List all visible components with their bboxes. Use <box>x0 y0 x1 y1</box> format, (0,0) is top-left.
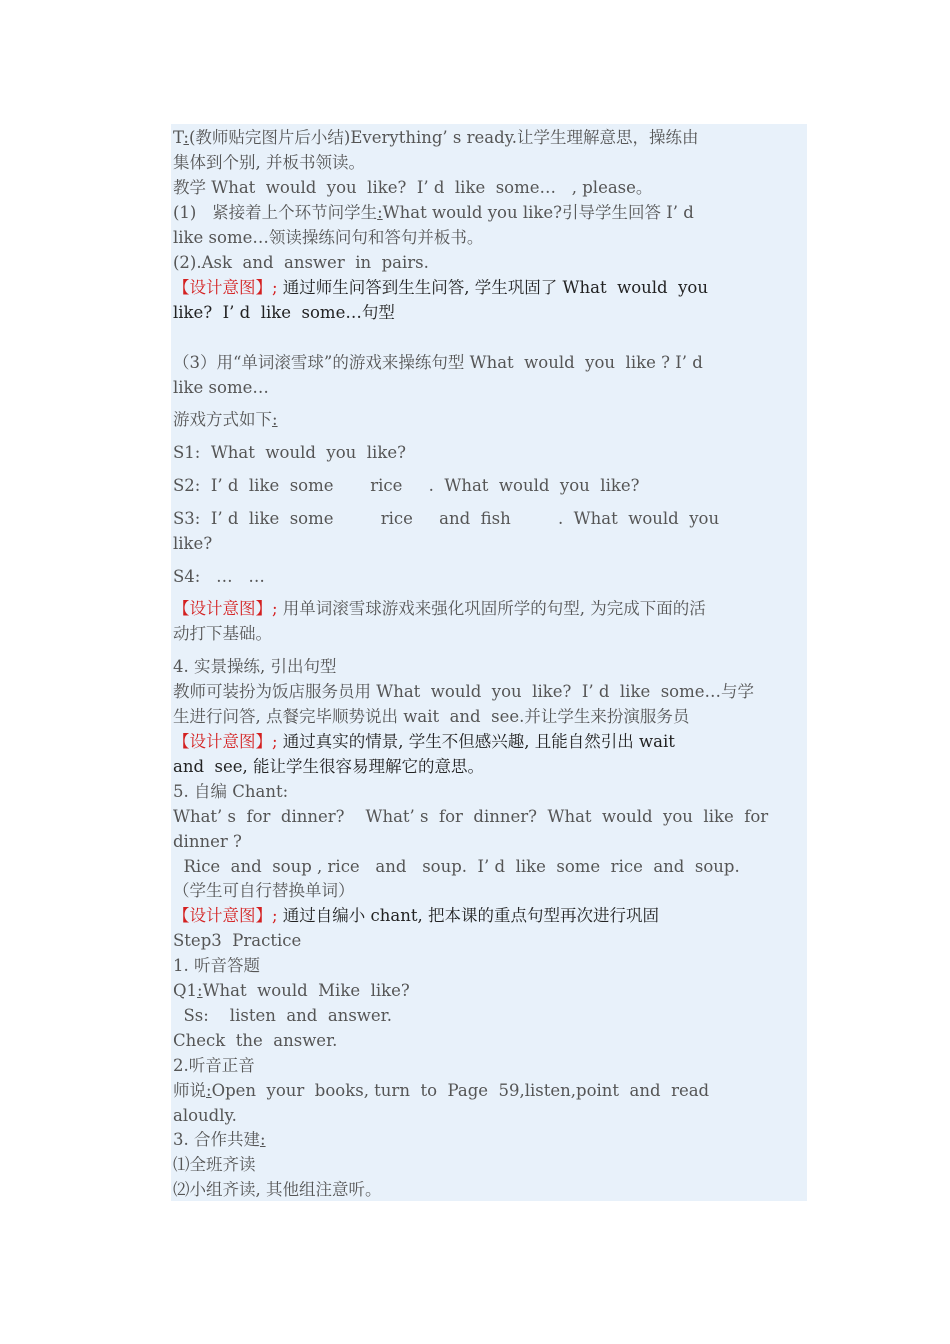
text-line-33: Ss: listen and answer. <box>173 1006 392 1025</box>
design-intent-text: 用单词滚雪球游戏来强化巩固所学的句型, 为完成下面的活 <box>277 599 706 618</box>
dialogue-s4: S4: … … <box>173 567 265 586</box>
line-text: 3. 合作共建 <box>173 1130 260 1149</box>
dialogue-s3: S3: I’ d like some rice and fish . What would you <box>173 509 720 528</box>
question-label: Q1 <box>173 981 198 1000</box>
design-intent-tag: 【设计意图】; <box>173 278 278 297</box>
colon: : <box>197 981 203 1000</box>
line-text: (1) 紧接着上个环节问学生 <box>173 203 378 222</box>
chant-line-3: Rice and soup , rice and soup. I’ d like some rice and soup. <box>173 857 740 876</box>
text-line-37: aloudly. <box>173 1106 237 1125</box>
design-intent-text: 通过真实的情景, 学生不但感兴趣, 且能自然引出 wait <box>277 732 675 751</box>
text-line-11 <box>173 409 813 431</box>
text-line-8: like? I’ d like some…句型 <box>173 303 395 322</box>
text-line-4 <box>173 202 813 224</box>
line-text: Open your books, turn to Page 59,listen,point and read <box>211 1081 710 1100</box>
practice-item-3 <box>173 1129 813 1151</box>
design-intent-line-2 <box>173 598 813 620</box>
text-line-20: 教师可装扮为饭店服务员用 What would you like? I’ d like some…与学 <box>173 682 755 701</box>
dialogue-s3-cont: like? <box>173 534 213 553</box>
question-q1 <box>173 980 813 1002</box>
chant-line-2: dinner ? <box>173 832 242 851</box>
line-text: 师说 <box>173 1081 206 1100</box>
practice-item-2: 2.听音正音 <box>173 1056 255 1075</box>
chant-note: （学生可自行替换单词） <box>173 881 355 900</box>
text-line-39: ⑴全班齐读 <box>173 1155 256 1174</box>
design-intent-tag: 【设计意图】; <box>173 906 278 925</box>
design-intent-line-1 <box>173 277 813 299</box>
section-5-heading: 5. 自编 Chant: <box>173 782 289 801</box>
text-line-23: and see, 能让学生很容易理解它的意思。 <box>173 757 485 776</box>
speaker-label: T <box>173 128 184 147</box>
text-line-9: （3）用“单词滚雪球”的游戏来操练句型 What would you like ? I’ d <box>173 353 703 372</box>
text-line-10: like some… <box>173 378 269 397</box>
line-text: What would you like?引导学生回答 I’ d <box>382 203 694 222</box>
line-text: 游戏方式如下 <box>173 410 272 429</box>
colon: : <box>377 203 383 222</box>
line-text: (教师贴完图片后小结)Everything’ s ready.让学生理解意思，操练由 <box>188 128 699 147</box>
design-intent-line-4 <box>173 905 813 927</box>
text-line-34: Check the answer. <box>173 1031 338 1050</box>
text-line-6: (2).Ask and answer in pairs. <box>173 253 429 272</box>
practice-item-1: 1. 听音答题 <box>173 956 260 975</box>
design-intent-line-3 <box>173 731 813 753</box>
colon: : <box>183 128 189 147</box>
chant-line-1: What’ s for dinner? What’ s for dinner? What would you like for <box>173 807 769 826</box>
text-line-1 <box>173 127 813 149</box>
text-line-40: ⑵小组齐读, 其他组注意听。 <box>173 1180 382 1199</box>
colon: : <box>206 1081 212 1100</box>
dialogue-s2: S2: I’ d like some rice . What would you like? <box>173 476 640 495</box>
design-intent-tag: 【设计意图】; <box>173 599 278 618</box>
colon: : <box>272 410 278 429</box>
colon: : <box>260 1130 266 1149</box>
design-intent-tag: 【设计意图】; <box>173 732 278 751</box>
question-text: What would Mike like? <box>202 981 410 1000</box>
text-line-21: 生进行问答, 点餐完毕顺势说出 wait and see.并让学生来扮演服务员 <box>173 707 690 726</box>
text-line-18: 动打下基础。 <box>173 624 272 643</box>
design-intent-text: 通过自编小 chant, 把本课的重点句型再次进行巩固 <box>277 906 660 925</box>
text-line-36 <box>173 1080 813 1102</box>
dialogue-s1: S1: What would you like? <box>173 443 406 462</box>
section-4-heading: 4. 实景操练, 引出句型 <box>173 657 337 676</box>
text-line-3: 教学 What would you like? I’ d like some… , please。 <box>173 178 653 197</box>
text-line-5: like some…领读操练问句和答句并板书。 <box>173 228 484 247</box>
design-intent-text: 通过师生问答到生生问答, 学生巩固了 What would you <box>277 278 708 297</box>
text-line-2: 集体到个别, 并板书领读。 <box>173 153 365 172</box>
step3-heading: Step3 Practice <box>173 931 302 950</box>
